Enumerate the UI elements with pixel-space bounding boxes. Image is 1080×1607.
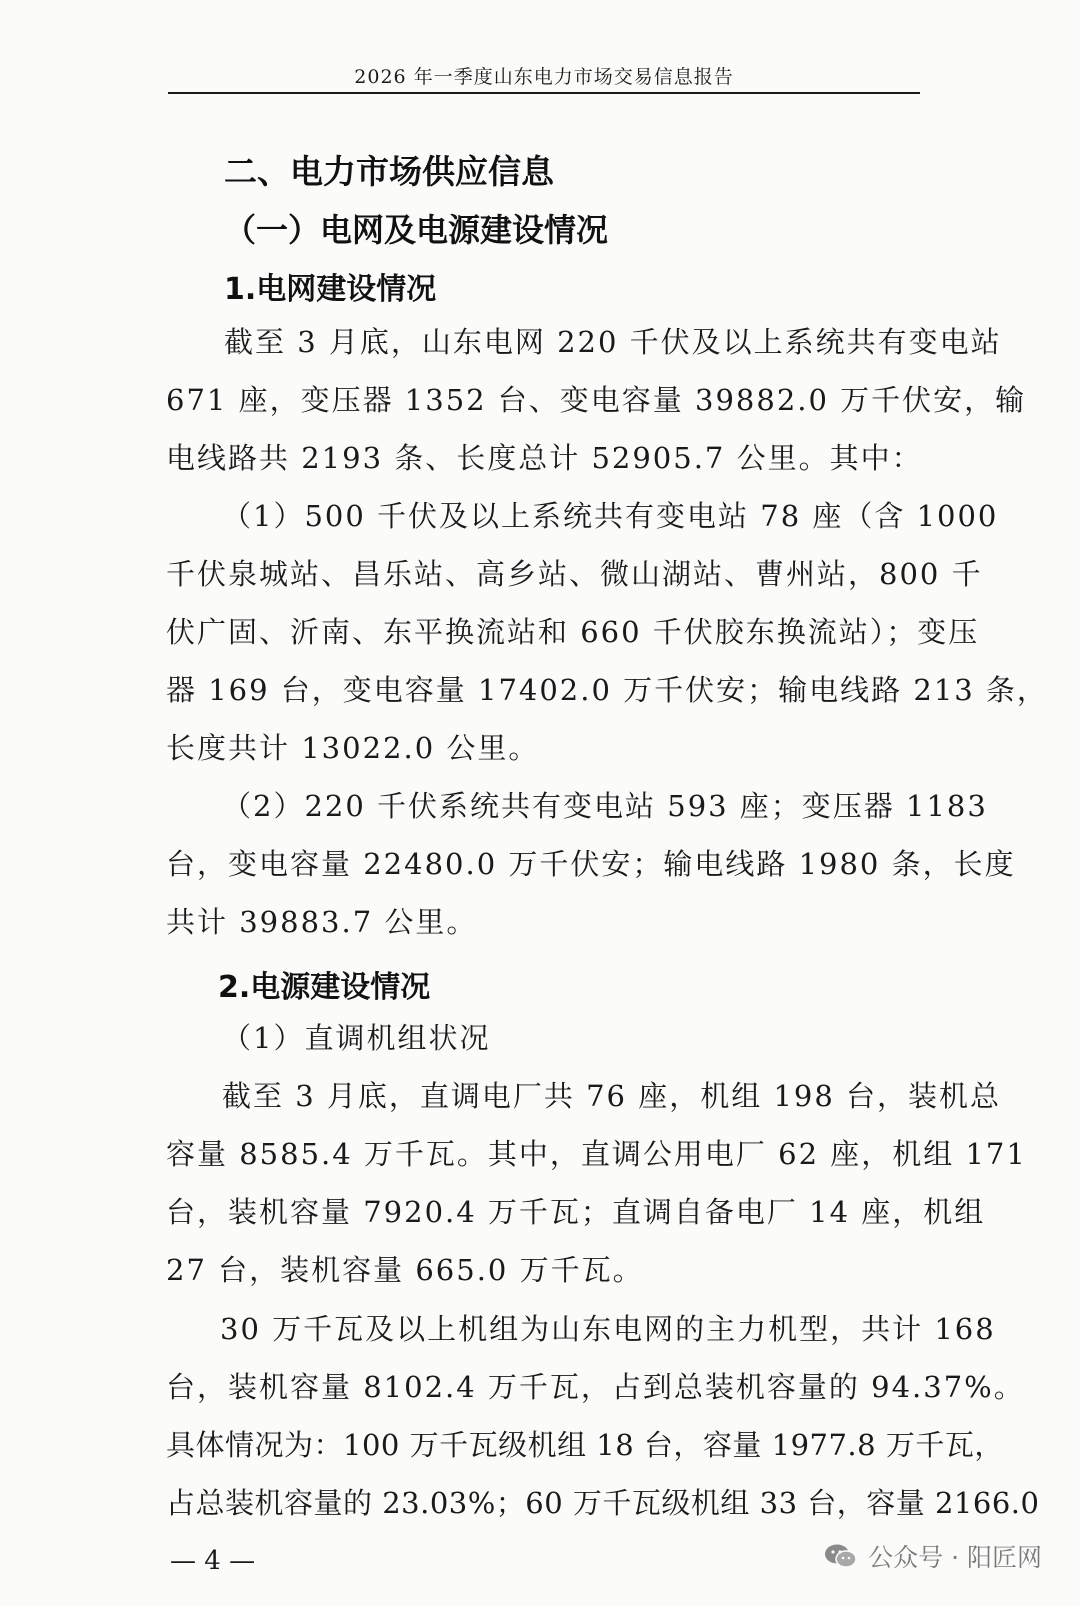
body-line: 伏广固、沂南、东平换流站和 660 千伏胶东换流站）；变压	[166, 615, 980, 649]
subsection-heading: （一）电网及电源建设情况	[224, 211, 609, 249]
body-line: 器 169 台，变电容量 17402.0 万千伏安；输电线路 213 条，	[166, 673, 1048, 707]
body-line: 截至 3 月底，直调电厂共 76 座，机组 198 台，装机总	[222, 1079, 1002, 1113]
body-line: 截至 3 月底，山东电网 220 千伏及以上系统共有变电站	[224, 325, 1002, 359]
page-number: — 4 —	[170, 1546, 256, 1576]
body-line: 容量 8585.4 万千瓦。其中，直调公用电厂 62 座，机组 171	[166, 1137, 1027, 1171]
body-line: 千伏泉城站、昌乐站、高乡站、微山湖站、曹州站，800 千	[166, 557, 983, 591]
body-line: 671 座，变压器 1352 台、变电容量 39882.0 万千伏安，输	[166, 383, 1027, 417]
watermark	[824, 1538, 1042, 1574]
power-heading: 2.电源建设情况	[218, 970, 431, 1005]
body-line: 30 万千瓦及以上机组为山东电网的主力机型，共计 168	[220, 1312, 996, 1346]
body-line: 电线路共 2193 条、长度总计 52905.7 公里。其中：	[166, 441, 923, 475]
header-rule	[168, 92, 920, 94]
body-line: 台，装机容量 8102.4 万千瓦，占到总装机容量的 94.37%。	[166, 1370, 1025, 1404]
body-line: 共计 39883.7 公里。	[166, 905, 478, 939]
watermark-text: 公众号 · 阳匠网	[868, 1543, 1042, 1572]
body-line: 27 台，装机容量 665.0 万千瓦。	[166, 1253, 644, 1287]
body-line: 占总装机容量的 23.03%；60 万千瓦级机组 33 台，容量 2166.0	[166, 1486, 1040, 1520]
body-line: 台，装机容量 7920.4 万千瓦；直调自备电厂 14 座，机组	[166, 1195, 986, 1229]
wechat-icon	[824, 1543, 858, 1569]
body-line: （1）500 千伏及以上系统共有变电站 78 座（含 1000	[222, 499, 999, 533]
grid-heading: 1.电网建设情况	[224, 272, 437, 307]
section-heading: 二、电力市场供应信息	[224, 152, 554, 191]
body-line: （2）220 千伏系统共有变电站 593 座；变压器 1183	[222, 789, 988, 823]
body-line: 台，变电容量 22480.0 万千伏安；输电线路 1980 条，长度	[166, 847, 1016, 881]
body-line: 具体情况为：100 万千瓦级机组 18 台，容量 1977.8 万千瓦，	[166, 1428, 1004, 1462]
body-line: 长度共计 13022.0 公里。	[166, 731, 540, 765]
report-header-title: 2026 年一季度山东电力市场交易信息报告	[354, 66, 734, 88]
body-line: （1）直调机组状况	[222, 1021, 491, 1055]
